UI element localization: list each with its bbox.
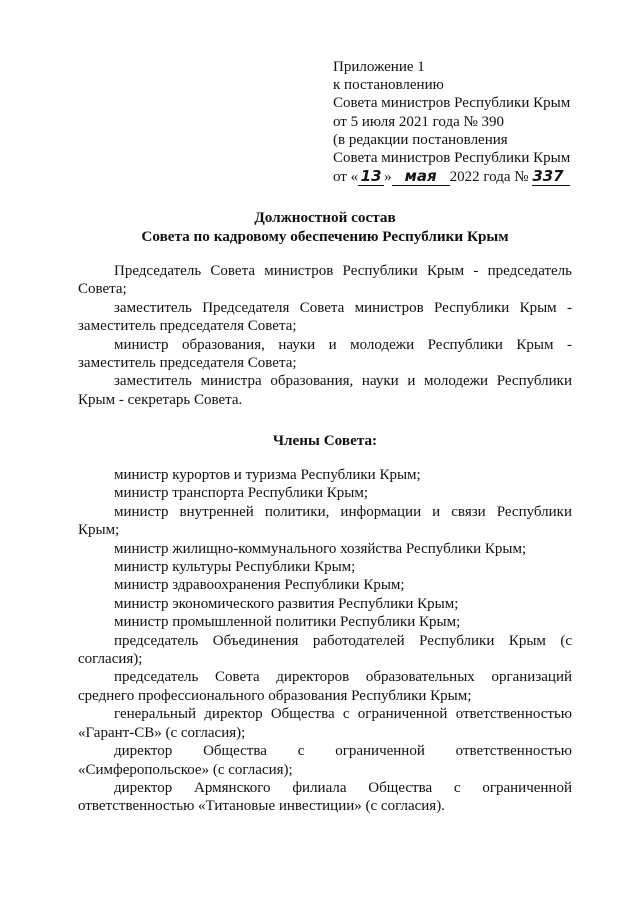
appendix-line: (в редакции постановления [333,131,508,148]
date-year: 2022 года № [449,169,529,186]
member-item: директор Армянского филиала Общества с ограниченной ответственностью «Титановые инвестиции» (с согласия). [78,779,572,815]
appendix-line: от 5 июля 2021 года № 390 [333,113,505,130]
document-subtitle: Совета по кадровому обеспечению Республики Крым [141,228,509,245]
date-quote-close: » [384,169,392,186]
leadership-item: заместитель министра образования, науки и молодежи Республики Крым - секретарь Совета. [78,373,572,408]
leadership-item: министр образования, науки и молодежи Республики Крым - заместитель председателя Совета; [78,336,572,372]
member-item: министр экономического развития Республики Крым; [114,595,459,612]
member-item: председатель Совета директоров образовательных организаций среднего профессионального образования Республики Крым; [78,669,572,704]
handwritten-number: 337 [532,167,570,186]
member-item: министр транспорта Республики Крым; [114,485,369,502]
appendix-header [333,58,633,186]
member-item: генеральный директор Общества с ограниченной ответственностью «Гарант-СВ» (с согласия); [78,706,572,741]
amendment-date-line [333,167,633,186]
member-item: министр внутренней политики, информации и связи Республики Крым; [78,503,572,539]
document-title: Должностной состав [254,209,396,226]
member-item: министр промышленной политики Республики Крым; [114,614,461,631]
appendix-line: к постановлению [333,77,444,94]
handwritten-day: 13 [358,167,384,186]
member-item: министр культуры Республики Крым; [114,559,356,576]
leadership-list [78,262,572,409]
appendix-line: Приложение 1 [333,59,425,75]
date-prefix: от « [333,169,359,186]
appendix-line: Совета министров Республики Крым [333,150,571,167]
member-item: директор Общества с ограниченной ответственностью «Симферопольское» (с согласия); [78,743,572,778]
member-item: министр жилищно-коммунального хозяйства Республики Крым; [114,540,527,557]
appendix-line: Совета министров Республики Крым [333,95,571,112]
leadership-item: заместитель Председателя Совета министров Республики Крым - заместитель председателя Совета; [78,299,572,335]
member-item: министр курортов и туризма Республики Крым; [114,467,421,483]
members-list [78,466,572,816]
handwritten-month: мая [392,167,450,186]
member-item: министр здравоохранения Республики Крым; [114,577,405,594]
member-item: председатель Объединения работодателей Республики Крым (с согласия); [78,632,572,668]
leadership-item: Председатель Совета министров Республики Крым - председатель Совета; [78,263,572,298]
members-heading: Члены Совета: [272,432,378,449]
